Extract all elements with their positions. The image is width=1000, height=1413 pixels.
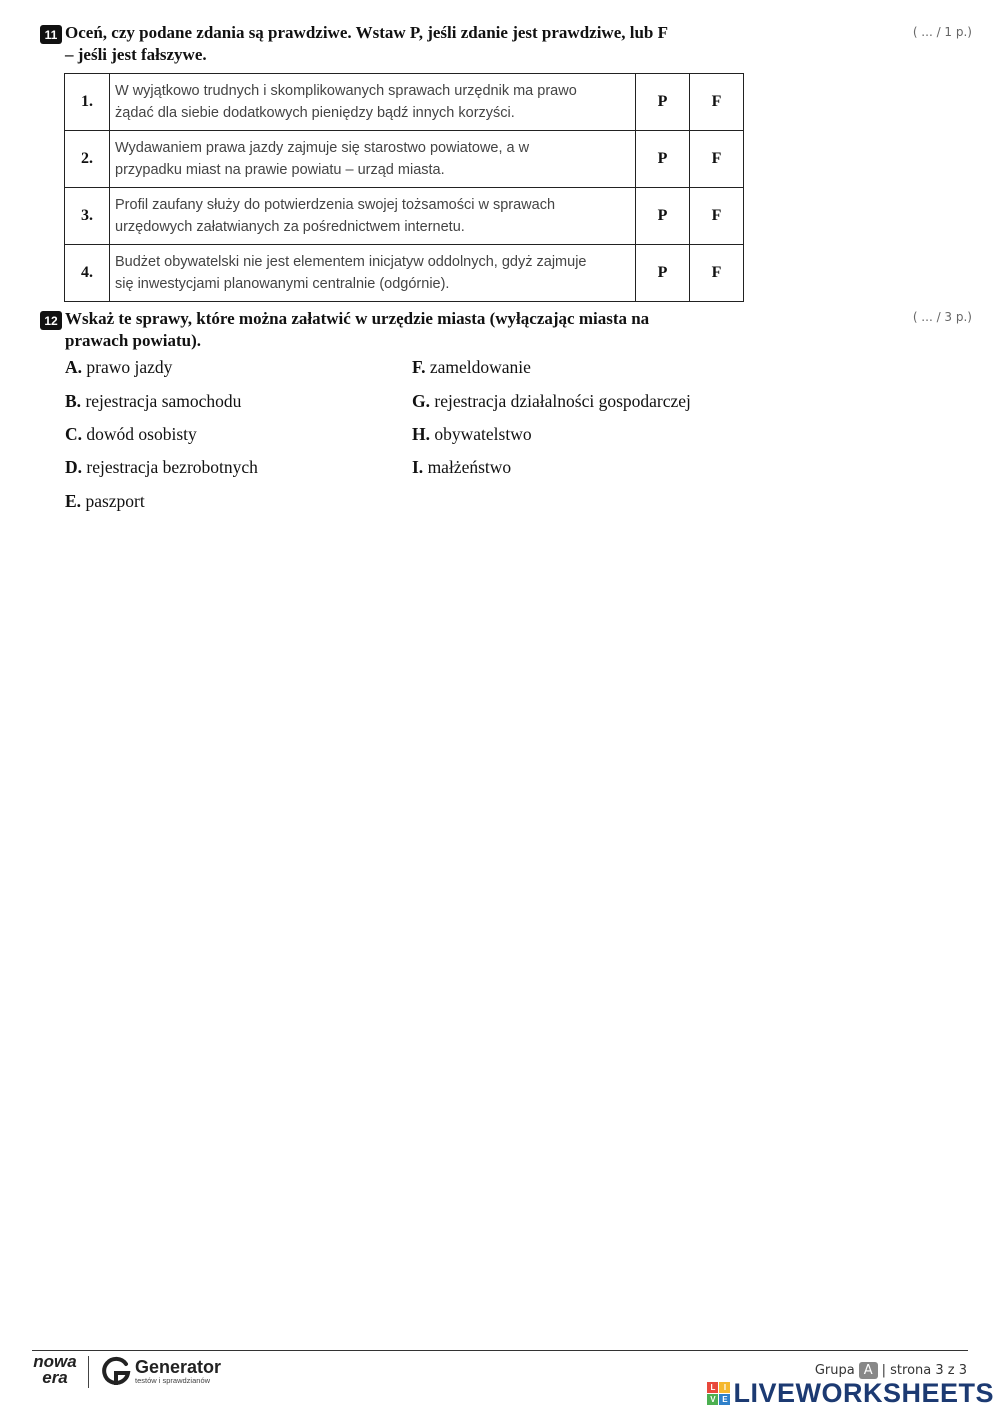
statement [110,188,636,245]
table-row [65,131,744,188]
answer-option-a[interactable] [65,357,172,378]
tile-i: I [719,1382,730,1393]
liveworksheets-tiles-icon [707,1382,730,1405]
option-letter: F. [412,357,426,377]
option-true[interactable]: P [636,245,690,302]
task-12-title [65,308,649,352]
option-true[interactable]: P [636,74,690,131]
logo-era-text: era [42,1368,68,1387]
answer-option-i[interactable] [412,457,511,478]
option-text: obywatelstwo [434,424,532,444]
generator-subtitle: testów i sprawdzianów [135,1375,211,1385]
liveworksheets-wordmark: LIVEWORKSHEETS [733,1378,994,1408]
generator-logo [100,1355,221,1387]
option-letter: I. [412,457,424,477]
option-letter: D. [65,457,83,477]
option-false[interactable]: F [690,74,744,131]
option-true[interactable]: P [636,131,690,188]
answer-option-e[interactable] [65,491,145,512]
liveworksheets-logo [707,1378,994,1409]
answer-option-b[interactable] [65,391,241,412]
option-text: prawo jazdy [86,357,173,377]
nowa-era-logo [30,1354,80,1386]
logo-nowa-text: nowa [33,1352,77,1371]
grupa-label: Grupa [814,1363,855,1378]
option-text: dowód osobisty [86,424,197,444]
row-number: 4. [65,245,110,302]
option-false[interactable]: F [690,131,744,188]
logo-separator [88,1356,89,1388]
task-12-number: 12 [40,311,62,330]
option-text: rejestracja działalności gospodarczej [434,391,691,411]
tile-l: L [707,1382,718,1393]
statement-line: W wyjątkowo trudnych i skomplikowanych sprawach urzędnik ma prawo [115,83,577,99]
task-12-title-line2: prawach powiatu). [65,331,202,350]
generator-title: Generator [135,1356,222,1377]
answer-option-g[interactable] [412,391,691,412]
row-number: 3. [65,188,110,245]
task-11-header [40,22,970,66]
statement-line: przypadku miast na prawie powiatu – urząd miasta. [115,162,445,178]
statement [110,74,636,131]
task-11-title [65,22,668,66]
option-letter: G. [412,391,430,411]
statement [110,131,636,188]
option-letter: A. [65,357,83,377]
answer-option-h[interactable] [412,424,532,445]
option-letter: H. [412,424,430,444]
option-text: zameldowanie [429,357,531,377]
task-12-points: ( ... / 3 p.) [912,310,972,324]
table-row [65,245,744,302]
footer-divider [32,1350,968,1351]
row-number: 2. [65,131,110,188]
answer-option-c[interactable] [65,424,197,445]
tile-e: E [719,1394,730,1405]
task-12-title-line1: Wskaż te sprawy, które można załatwić w urzędzie miasta (wyłączając miasta na [65,309,650,328]
statement-line: Budżet obywatelski nie jest elementem inicjatyw oddolnych, gdyż zajmuje [115,254,587,270]
option-false[interactable]: F [690,245,744,302]
statement-line: Profil zaufany służy do potwierdzenia swojej tożsamości w sprawach [115,197,556,213]
page-number: | strona 3 z 3 [881,1363,967,1378]
statement-line: urzędowych załatwianych za pośrednictwem internetu. [115,219,465,235]
table-row [65,188,744,245]
task-11-title-line2: – jeśli jest fałszywe. [65,45,207,64]
grupa-badge: A [859,1362,878,1379]
option-text: rejestracja bezrobotnych [86,457,258,477]
option-text: rejestracja samochodu [85,391,242,411]
answer-option-d[interactable] [65,457,258,478]
task-11-title-line1: Oceń, czy podane zdania są prawdziwe. Wstaw P, jeśli zdanie jest prawdziwe, lub F [65,23,669,42]
option-text: paszport [85,491,145,511]
generator-g-icon [100,1355,132,1387]
true-false-table [64,73,744,302]
statement [110,245,636,302]
task-11 [40,22,970,66]
generator-text [135,1358,221,1385]
option-letter: C. [65,424,83,444]
task-11-points: ( ... / 1 p.) [912,25,972,39]
tile-v: V [707,1394,718,1405]
task-11-number: 11 [40,25,62,44]
option-false[interactable]: F [690,188,744,245]
statement-line: Wydawaniem prawa jazdy zajmuje się starostwo powiatowe, a w [115,140,530,156]
table-row [65,74,744,131]
statement-line: żądać dla siebie dodatkowych pieniędzy bądź innych korzyści. [115,105,515,121]
statement-line: się inwestycjami planowanymi centralnie (odgórnie). [115,276,450,292]
page-info [815,1362,967,1379]
task-12-header [40,308,970,352]
option-true[interactable]: P [636,188,690,245]
answer-option-f[interactable] [412,357,531,378]
option-text: małżeństwo [427,457,512,477]
option-letter: E. [65,491,82,511]
option-letter: B. [65,391,82,411]
row-number: 1. [65,74,110,131]
task-12 [40,308,970,352]
